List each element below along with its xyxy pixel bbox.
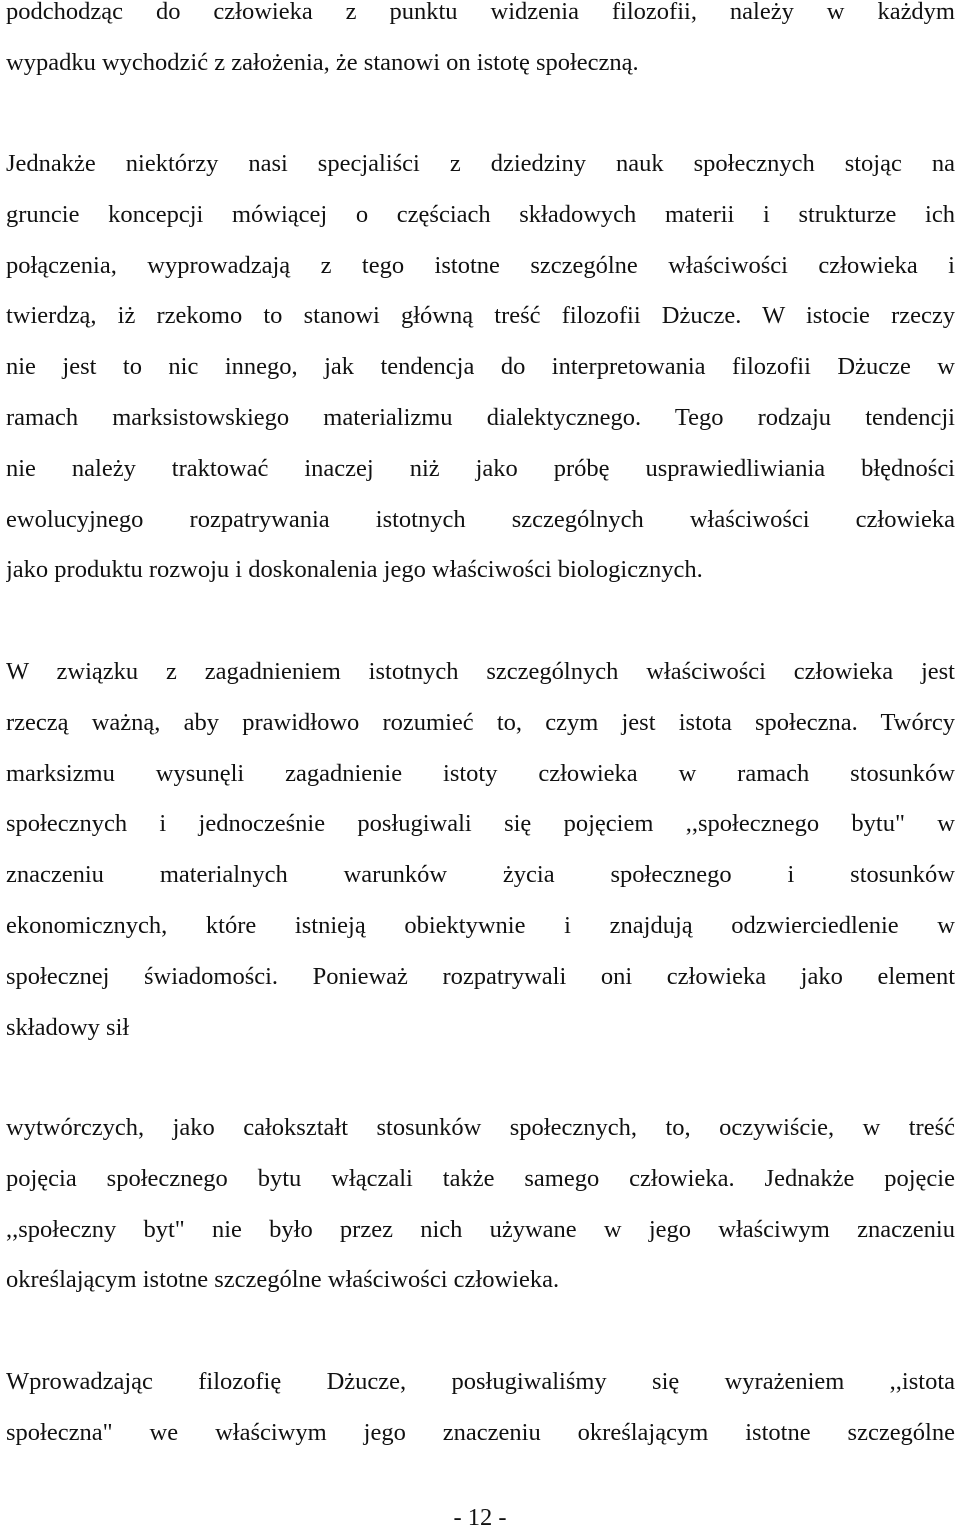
paragraph-4 (6, 1103, 955, 1306)
text-line: składowy sił (6, 1013, 130, 1041)
text-line: marksizmu wysunęli zagadnienie istoty człowieka w ramach stosunków (6, 759, 955, 787)
text-line: ,,społeczny byt" nie było przez nich używane w jego właściwym znaczeniu (6, 1215, 955, 1243)
text-line: Wprowadzając filozofię Dżucze, posługiwaliśmy się wyrażeniem ,,istota (6, 1368, 955, 1395)
paragraph-1 (6, 0, 955, 89)
text-line: Jednakże niektórzy nasi specjaliści z dziedziny nauk społecznych stojąc na (6, 150, 955, 177)
text-line: znaczeniu materialnych warunków życia społecznego i stosunków (6, 861, 955, 889)
text-line: gruncie koncepcji mówiącej o częściach składowych materii i strukturze ich (6, 200, 955, 228)
paragraph-2 (6, 139, 955, 596)
text-line: społeczna" we właściwym jego znaczeniu określającym istotne szczególne (6, 1418, 955, 1446)
text-line: społecznych i jednocześnie posługiwali się pojęciem ,,społecznego bytu" w (6, 810, 955, 838)
text-line: społecznej świadomości. Ponieważ rozpatrywali oni człowieka jako element (6, 962, 955, 990)
page-number: - 12 - (453, 1504, 507, 1531)
text-line: jako produktu rozwoju i doskonalenia jego właściwości biologicznych. (6, 556, 703, 584)
text-line: wypadku wychodzić z założenia, że stanowi on istotę społeczną. (6, 48, 639, 76)
paragraph-5 (6, 1357, 955, 1459)
text-line: twierdzą, iż rzekomo to stanowi główną treść filozofii Dżucze. W istocie rzeczy (6, 302, 955, 330)
text-line: rzeczą ważną, aby prawidłowo rozumieć to, czym jest istota społeczna. Twórcy (6, 708, 955, 736)
text-line: połączenia, wyprowadzają z tego istotne szczególne właściwości człowieka i (6, 251, 955, 279)
text-line: ekonomicznych, które istnieją obiektywnie i znajdują odzwierciedlenie w (6, 911, 955, 939)
text-line: wytwórczych, jako całokształt stosunków społecznych, to, oczywiście, w treść (6, 1114, 955, 1141)
paragraph-3 (6, 647, 955, 1053)
text-line: określającym istotne szczególne właściwości człowieka. (6, 1266, 560, 1294)
text-line: nie jest to nic innego, jak tendencja do interpretowania filozofii Dżucze w (6, 353, 955, 381)
text-line: podchodząc do człowieka z punktu widzenia filozofii, należy w każdym (6, 0, 955, 25)
text-line: ramach marksistowskiego materializmu dialektycznego. Tego rodzaju tendencji (6, 403, 955, 431)
text-line: ewolucyjnego rozpatrywania istotnych szczególnych właściwości człowieka (6, 505, 955, 533)
text-line: pojęcia społecznego bytu włączali także samego człowieka. Jednakże pojęcie (6, 1164, 955, 1192)
text-line: nie należy traktować inaczej niż jako próbę usprawiedliwiania błędności (6, 454, 955, 482)
text-line: W związku z zagadnieniem istotnych szczególnych właściwości człowieka jest (6, 658, 955, 685)
